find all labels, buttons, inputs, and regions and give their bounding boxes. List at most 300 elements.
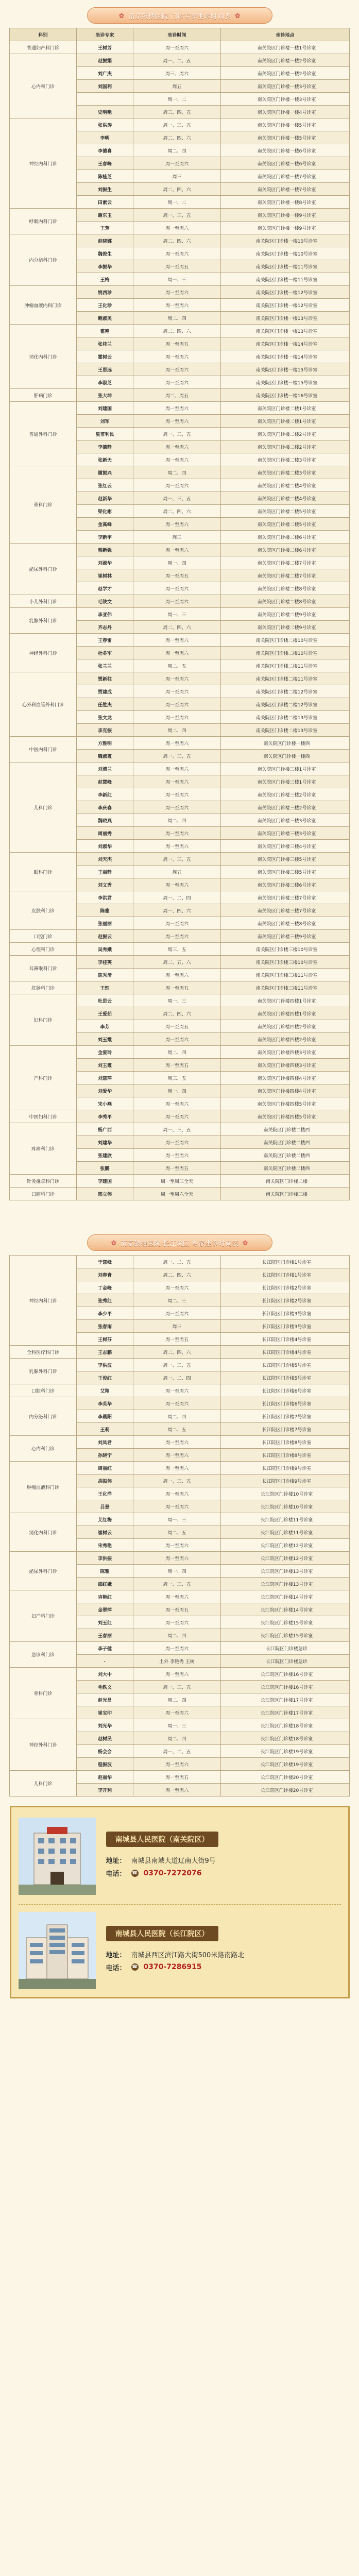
time-cell: 周一、三、五 <box>133 1123 221 1136</box>
time-cell: 周一至周六 <box>133 801 221 814</box>
doctor-cell: 李新红 <box>77 788 133 801</box>
time-cell: 周一至周六 <box>133 415 221 428</box>
location-cell: 长江院区门诊楼6号诊室 <box>221 1397 350 1410</box>
time-cell: 土外 李艳秀 王树 <box>133 1655 221 1668</box>
doctor-cell: 刘广杰 <box>77 67 133 80</box>
phone-label: 电话： <box>106 1870 126 1878</box>
dept-cell: 神经内科门诊 <box>10 1256 77 1346</box>
time-cell: 周一至周六 <box>133 1552 221 1565</box>
table-row <box>10 325 350 337</box>
doctor-cell: 王丽静 <box>77 866 133 878</box>
time-cell: 周五 <box>133 80 221 93</box>
location-cell: 南关院区门诊楼二楼11号诊室 <box>221 659 350 672</box>
doctor-cell: 刘春青 <box>77 1268 133 1281</box>
doctor-cell: 李桂英 <box>77 956 133 969</box>
location-cell: 南关院区门诊楼二楼西 <box>221 1123 350 1136</box>
table-row <box>10 1397 350 1410</box>
time-cell: 周一、三 <box>133 608 221 621</box>
dept-cell: 皮肤科门诊 <box>10 891 77 930</box>
doctor-cell: 刘玉霞 <box>77 1059 133 1072</box>
time-cell: 周一、三 <box>133 1513 221 1526</box>
doctor-cell: 李芳 <box>77 1020 133 1033</box>
time-cell: 周一、三、五 <box>133 1681 221 1693</box>
doctor-cell: 周丽秀 <box>77 827 133 840</box>
table-row <box>10 943 350 956</box>
location-cell: 长江院区门诊楼11号诊室 <box>221 1526 350 1539</box>
time-cell: 周一至周六 <box>133 672 221 685</box>
doctor-cell: 丁金峰 <box>77 1281 133 1294</box>
location-cell: 南关院区门诊楼三楼3号诊室 <box>221 814 350 827</box>
doctor-cell: 李英华 <box>77 1397 133 1410</box>
time-cell: 周一、四 <box>133 1084 221 1097</box>
hospital-info-footer <box>10 1806 350 1998</box>
location-cell: 长江院区门诊楼9号诊室 <box>221 1462 350 1475</box>
time-cell: 周一、二 <box>133 93 221 106</box>
doctor-cell: 李洪波 <box>77 1359 133 1371</box>
doctor-cell: 张红云 <box>77 479 133 492</box>
doctor-cell: 吕登 <box>77 1500 133 1513</box>
doctor-cell: 崔树云 <box>77 1526 133 1539</box>
time-cell: 周一至周五 <box>133 1059 221 1072</box>
dept-cell: 耳鼻喉科门诊 <box>10 956 77 981</box>
location-cell: 南关院区门诊楼三楼2号诊室 <box>221 801 350 814</box>
time-cell: 周一、二、五 <box>133 54 221 67</box>
location-cell: 南关院区门诊楼三楼5号诊室 <box>221 866 350 878</box>
dept-cell: 心理科门诊 <box>10 943 77 956</box>
doctor-cell: 刘玉红 <box>77 1616 133 1629</box>
time-cell: 周一、三 <box>133 273 221 286</box>
doctor-cell: 赵光昌 <box>77 1693 133 1706</box>
doctor-cell: 毛铁文 <box>77 595 133 608</box>
location-cell: 南关院区门诊楼一楼7号诊室 <box>221 183 350 196</box>
time-cell: 周一至周六 <box>133 402 221 415</box>
table-row <box>10 1123 350 1136</box>
doctor-cell: 张兰兰 <box>77 659 133 672</box>
location-cell: 南关院区门诊楼一楼11号诊室 <box>221 273 350 286</box>
time-cell: 周一至周六 <box>133 698 221 711</box>
flower-icon: ✿ <box>243 1239 248 1246</box>
time-cell: 周一至周六 <box>133 1784 221 1797</box>
location-cell: 南关院区门诊楼一楼7号诊室 <box>221 170 350 183</box>
location-cell: 南关院区门诊楼一楼15号诊室 <box>221 363 350 376</box>
doctor-cell: 贾新柱 <box>77 672 133 685</box>
location-cell: 南关院区门诊楼三楼4号诊室 <box>221 840 350 853</box>
time-cell: 周一至周六 <box>133 788 221 801</box>
location-cell: 南关院区门诊楼一楼10号诊室 <box>221 247 350 260</box>
doctor-cell: 赵新华 <box>77 492 133 505</box>
table-row <box>10 930 350 943</box>
time-cell: 周二、四、六 <box>133 505 221 518</box>
time-cell: 周二、四 <box>133 312 221 325</box>
doctor-cell: 陈桂芝 <box>77 170 133 183</box>
location-cell: 长江院区门诊楼急诊 <box>221 1655 350 1668</box>
time-cell: 周二、四、六 <box>133 1346 221 1359</box>
dept-cell: 产科门诊 <box>10 1046 77 1110</box>
time-cell: 周一至周六 <box>133 1110 221 1123</box>
doctor-cell: 王钰 <box>77 981 133 994</box>
location-cell: 南关院区门诊楼一楼3号诊室 <box>221 80 350 93</box>
doctor-cell: 赵慧峰 <box>77 775 133 788</box>
location-cell: 南关院区门诊楼二楼5号诊室 <box>221 518 350 531</box>
doctor-cell: 李晨阳 <box>77 1410 133 1423</box>
location-cell: 长江院区门诊楼4号诊室 <box>221 1333 350 1346</box>
table-row <box>10 1436 350 1449</box>
time-cell: 周一至周六 <box>133 634 221 647</box>
location-cell: 南关院区门诊楼一楼9号诊室 <box>221 222 350 234</box>
table-row <box>10 1590 350 1603</box>
location-cell: 长江院区门诊楼14号诊室 <box>221 1590 350 1603</box>
main-schedule-table <box>9 28 350 1200</box>
location-cell: 南关院区门诊楼三楼6号诊室 <box>221 878 350 891</box>
table-header-row <box>10 28 350 41</box>
table-row <box>10 608 350 621</box>
doctor-cell: 刘振生 <box>77 183 133 196</box>
time-cell: 周一至周六 <box>133 222 221 234</box>
time-cell: 周一至周三全天 <box>133 1175 221 1188</box>
doctor-cell: 刘光华 <box>77 1719 133 1732</box>
doctor-cell: 霍树云 <box>77 350 133 363</box>
time-cell: 周一至周六 <box>133 1616 221 1629</box>
banner-title: 南京鼓楼医院 门诊专家坐诊时间表 <box>128 12 231 21</box>
doctor-cell: 赵丽华 <box>77 1771 133 1784</box>
doctor-cell: 艾红梅 <box>77 1513 133 1526</box>
location-cell: 长江院区门诊楼4号诊室 <box>221 1346 350 1359</box>
time-cell: 周一至周六 <box>133 762 221 775</box>
location-cell: 南关院区门诊楼一楼11号诊室 <box>221 260 350 273</box>
branch-schedule-banner <box>87 1234 272 1251</box>
time-cell: 周二、四 <box>133 814 221 827</box>
location-cell: 南关院区门诊楼二楼西 <box>221 1149 350 1162</box>
location-cell: 南关院区门诊楼四楼2号诊室 <box>221 1033 350 1046</box>
flower-icon: ✿ <box>111 1239 116 1246</box>
location-cell: 南关院区门诊楼三楼7号诊室 <box>221 904 350 917</box>
doctor-cell: 张文龙 <box>77 711 133 724</box>
time-cell: 周一、二、五 <box>133 1256 221 1268</box>
location-cell: 南关院区门诊楼二楼5号诊室 <box>221 505 350 518</box>
doctor-cell: 刘大中 <box>77 1668 133 1681</box>
doctor-cell: 刘建华 <box>77 1136 133 1149</box>
doctor-cell: 胡振伟 <box>77 1475 133 1487</box>
doctor-cell: 张桂兰 <box>77 337 133 350</box>
location-cell: 长江院区门诊楼13号诊室 <box>221 1565 350 1578</box>
time-cell: 周一、三、五 <box>133 428 221 440</box>
time-cell: 周二、四、六 <box>133 325 221 337</box>
time-cell: 周一至周六 <box>133 840 221 853</box>
time-cell: 周一至周六 <box>133 157 221 170</box>
doctor-cell: 任胜杰 <box>77 698 133 711</box>
doctor-cell: 杨会会 <box>77 1745 133 1758</box>
dept-cell: 内分泌科门诊 <box>10 1397 77 1436</box>
time-cell: 周一至周六 <box>133 582 221 595</box>
doctor-cell: 金爱玲 <box>77 1046 133 1059</box>
location-cell: 长江院区门诊楼6号诊室 <box>221 1384 350 1397</box>
table-row <box>10 672 350 685</box>
time-cell: 周一至周六 <box>133 595 221 608</box>
main-schedule-banner <box>87 7 272 24</box>
location-cell: 长江院区门诊楼15号诊室 <box>221 1629 350 1642</box>
doctor-cell: 皇甫利民 <box>77 428 133 440</box>
location-cell: 长江院区门诊楼1号诊室 <box>221 1256 350 1268</box>
location-cell: 南关院区门诊楼一楼5号诊室 <box>221 118 350 131</box>
location-cell: 长江院区门诊楼7号诊室 <box>221 1423 350 1436</box>
time-cell: 周二、三 <box>133 1294 221 1307</box>
phone-label: 电话： <box>106 1964 126 1972</box>
doctor-cell: 赵振云 <box>77 930 133 943</box>
phone-icon: ☎ <box>131 1964 138 1970</box>
location-cell: 南关院区门诊楼二楼9号诊室 <box>221 608 350 621</box>
doctor-cell: 李开利 <box>77 1784 133 1797</box>
table-row <box>10 209 350 222</box>
time-cell: 周一至周六 <box>133 1281 221 1294</box>
doctor-cell: 张秀红 <box>77 1294 133 1307</box>
location-cell: 南关院区门诊楼二楼6号诊室 <box>221 531 350 544</box>
location-cell: 南关院区门诊楼一楼6号诊室 <box>221 157 350 170</box>
time-cell: 周二、四、六 <box>133 621 221 634</box>
doctor-cell: 魏晓燕 <box>77 814 133 827</box>
banner-title: 南京鼓楼医院 长江院区 专家坐诊时间表 <box>120 1240 239 1248</box>
doctor-cell: 张丽丽 <box>77 917 133 930</box>
branch-schedule-table <box>9 1255 350 1797</box>
doctor-cell: 邢立伟 <box>77 1188 133 1200</box>
time-cell: 周三 <box>133 170 221 183</box>
time-cell: 周一至周六 <box>133 1136 221 1149</box>
time-cell: 周一、二、四 <box>133 891 221 904</box>
doctor-cell: 陈雅 <box>77 1565 133 1578</box>
location-cell: 长江院区门诊楼16号诊室 <box>221 1668 350 1681</box>
section-spacer <box>0 1200 359 1231</box>
doctor-cell: 王梅 <box>77 273 133 286</box>
table-row <box>10 853 350 866</box>
time-cell: 周一、二 <box>133 196 221 209</box>
dept-cell: 口腔门诊 <box>10 930 77 943</box>
phone-line <box>106 1962 341 1972</box>
dept-cell: 肿瘤血液科门诊 <box>10 1462 77 1513</box>
location-cell: 长江院区门诊楼1号诊室 <box>221 1268 350 1281</box>
doctor-cell: . <box>77 1655 133 1668</box>
doctor-cell: 张新天 <box>77 453 133 466</box>
location-cell: 南关院区门诊楼二楼4号诊室 <box>221 492 350 505</box>
doctor-cell: 魏俊生 <box>77 247 133 260</box>
time-cell: 周一、二、四 <box>133 1371 221 1384</box>
main-schedule-body <box>10 41 350 1200</box>
hospital-building-icon <box>19 1912 96 1989</box>
phone-icon: ☎ <box>131 1870 138 1876</box>
doctor-cell: 程振波 <box>77 1758 133 1771</box>
doctor-cell: 宋小燕 <box>77 1097 133 1110</box>
location-cell: 南关院区门诊楼二楼1号诊室 <box>221 402 350 415</box>
dept-cell: 眼科门诊 <box>10 853 77 891</box>
table-row <box>10 402 350 415</box>
doctor-cell: 赵振娟 <box>77 54 133 67</box>
time-cell: 周一至周六 <box>133 1449 221 1462</box>
location-cell: 南关院区门诊楼一楼15号诊室 <box>221 376 350 389</box>
doctor-cell: 贾建成 <box>77 685 133 698</box>
address-label: 地址： <box>106 1951 126 1959</box>
doctor-cell: 王春雷 <box>77 634 133 647</box>
dept-cell: 泌尿外科门诊 <box>10 544 77 595</box>
dept-cell: 普通妇产科门诊 <box>10 41 77 54</box>
location-cell: 长江院区门诊楼18号诊室 <box>221 1732 350 1745</box>
location-cell: 南关院区门诊楼一楼9号诊室 <box>221 209 350 222</box>
time-cell: 周一、三、五 <box>133 750 221 762</box>
doctor-cell: 崔宝印 <box>77 1706 133 1719</box>
doctor-cell: 金高峰 <box>77 518 133 531</box>
location-cell: 长江院区门诊楼11号诊室 <box>221 1513 350 1526</box>
doctor-cell: 崔树林 <box>77 569 133 582</box>
time-cell: 周二、五、六 <box>133 956 221 969</box>
dept-cell: 心内科门诊 <box>10 1436 77 1462</box>
table-row <box>10 1046 350 1059</box>
location-cell: 南关院区门诊楼一楼3号诊室 <box>221 93 350 106</box>
time-cell: 周二、四 <box>133 144 221 157</box>
time-cell: 周二、五 <box>133 1423 221 1436</box>
time-cell: 周二、四 <box>133 466 221 479</box>
location-cell: 南关院区门诊楼一楼13号诊室 <box>221 325 350 337</box>
time-cell: 周一至周六 <box>133 41 221 54</box>
location-cell: 南关院区门诊楼一楼2号诊室 <box>221 54 350 67</box>
location-cell: 南关院区门诊楼四楼4号诊室 <box>221 1072 350 1084</box>
time-cell: 周二、五 <box>133 659 221 672</box>
location-cell: 长江院区门诊楼12号诊室 <box>221 1552 350 1565</box>
time-cell: 周一至周六 <box>133 1462 221 1475</box>
time-cell: 周二、四 <box>133 1410 221 1423</box>
location-cell: 南关院区门诊楼二楼2号诊室 <box>221 428 350 440</box>
doctor-cell: 刘军 <box>77 415 133 428</box>
location-cell: 南关院区门诊楼三楼1号诊室 <box>221 775 350 788</box>
doctor-cell: 方雅明 <box>77 737 133 750</box>
address-label: 地址： <box>106 1857 126 1865</box>
time-cell: 周二、四 <box>133 1629 221 1642</box>
dept-cell: 急诊科门诊 <box>10 1642 77 1668</box>
location-cell: 长江院区门诊楼5号诊室 <box>221 1359 350 1371</box>
doctor-cell: 杨广西 <box>77 1123 133 1136</box>
hospital-card-south <box>19 1812 341 1900</box>
phone-number[interactable]: 0370-7286915 <box>143 1963 202 1971</box>
doctor-cell: 鲍淑美 <box>77 312 133 325</box>
time-cell: 周一至周六 <box>133 1668 221 1681</box>
location-cell: 长江院区门诊楼8号诊室 <box>221 1436 350 1449</box>
location-cell: 南关院区门诊楼二楼2号诊室 <box>221 440 350 453</box>
doctor-cell: 刘爱华 <box>77 1084 133 1097</box>
dept-cell: 乳腺外科门诊 <box>10 1359 77 1384</box>
location-cell: 南关院区门诊楼二楼10号诊室 <box>221 634 350 647</box>
location-cell: 长江院区门诊楼3号诊室 <box>221 1307 350 1320</box>
doctor-cell: 王树芬 <box>77 1333 133 1346</box>
time-cell: 周一至周六 <box>133 969 221 981</box>
phone-number[interactable]: 0370-7272076 <box>143 1869 202 1877</box>
location-cell: 长江院区门诊楼17号诊室 <box>221 1706 350 1719</box>
time-cell: 周一、三、五 <box>133 118 221 131</box>
doctor-cell: 吉艳红 <box>77 1590 133 1603</box>
location-cell: 南关院区门诊楼三楼11号诊室 <box>221 981 350 994</box>
location-cell: 南关院区门诊楼二楼9号诊室 <box>221 621 350 634</box>
location-cell: 长江院区门诊楼20号诊室 <box>221 1784 350 1797</box>
doctor-cell: 李少平 <box>77 1307 133 1320</box>
table-row <box>10 1771 350 1784</box>
doctor-cell: 李新宇 <box>77 531 133 544</box>
table-row <box>10 286 350 299</box>
time-cell: 周一至周五 <box>133 260 221 273</box>
address-value: 南城县西区滨江路大街500米路南路北 <box>131 1951 245 1959</box>
location-cell: 长江院区门诊楼19号诊室 <box>221 1745 350 1758</box>
time-cell: 周一、三、五 <box>133 1359 221 1371</box>
time-cell: 周三 <box>133 1320 221 1333</box>
doctor-cell: 张洪涛 <box>77 118 133 131</box>
doctor-cell: 王思远 <box>77 363 133 376</box>
time-cell: 周一、三、五 <box>133 209 221 222</box>
time-cell: 周一至周六 <box>133 1149 221 1162</box>
doctor-cell: 宋秀艳 <box>77 1539 133 1552</box>
location-cell: 南关院区门诊楼一楼10号诊室 <box>221 234 350 247</box>
time-cell: 周一、四 <box>133 1565 221 1578</box>
time-cell: 周一至周六 <box>133 878 221 891</box>
time-cell: 周一至周六 <box>133 647 221 659</box>
dept-cell: 中医内科门诊 <box>10 737 77 762</box>
time-cell: 周三、五 <box>133 1072 221 1084</box>
dept-cell: 口腔科门诊 <box>10 1384 77 1397</box>
location-cell: 南关院区门诊楼二楼12号诊室 <box>221 685 350 698</box>
time-cell: 周一至周六 <box>133 479 221 492</box>
dept-cell: 呼吸内科门诊 <box>10 209 77 234</box>
doctor-cell: 刘建国 <box>77 402 133 415</box>
location-cell: 南关院区门诊楼四楼3号诊室 <box>221 1059 350 1072</box>
doctor-cell: 刘凤君 <box>77 1436 133 1449</box>
table-row <box>10 1188 350 1200</box>
time-cell: 周二、四 <box>133 724 221 737</box>
time-cell: 周一至周六 <box>133 1500 221 1513</box>
location-cell: 南关院区门诊楼四楼1号诊室 <box>221 1007 350 1020</box>
dept-cell: 肿瘤血液内科门诊 <box>10 286 77 325</box>
doctor-cell: 毛铁文 <box>77 1681 133 1693</box>
location-cell: 南关院区门诊楼二楼西 <box>221 1136 350 1149</box>
time-cell: 周三 <box>133 531 221 544</box>
time-cell: 周一至周五 <box>133 1333 221 1346</box>
doctor-cell: 陈秀清 <box>77 969 133 981</box>
dept-cell: 全科医疗科门诊 <box>10 1346 77 1359</box>
doctor-cell: 王化珍 <box>77 299 133 312</box>
time-cell: 周一、四、六 <box>133 904 221 917</box>
time-cell: 周一至周六 <box>133 737 221 750</box>
doctor-cell: 李秀平 <box>77 1110 133 1123</box>
location-cell: 长江院区门诊楼18号诊室 <box>221 1719 350 1732</box>
doctor-cell: 孙晓宁 <box>77 1449 133 1462</box>
doctor-cell: 刘国利 <box>77 80 133 93</box>
doctor-cell: 刘文秀 <box>77 878 133 891</box>
time-cell: 周一至周六 <box>133 1097 221 1110</box>
time-cell: 周一至周六 <box>133 1436 221 1449</box>
table-row <box>10 956 350 969</box>
doctor-cell: 张大坤 <box>77 389 133 402</box>
time-cell: 周一至周六 <box>133 1706 221 1719</box>
location-cell: 南关院区门诊楼一楼14号诊室 <box>221 350 350 363</box>
table-row <box>10 981 350 994</box>
address-line <box>106 1950 341 1959</box>
doctor-cell: 李洪振 <box>77 1552 133 1565</box>
doctor-cell: 杜冬军 <box>77 647 133 659</box>
doctor-cell: 李子健 <box>77 1642 133 1655</box>
doctor-cell: 刘清兰 <box>77 762 133 775</box>
location-cell: 南关院区门诊楼一楼8号诊室 <box>221 196 350 209</box>
doctor-cell: 刘淑华 <box>77 840 133 853</box>
location-cell: 长江院区门诊楼5号诊室 <box>221 1371 350 1384</box>
dept-cell: 心外科血管外科门诊 <box>10 672 77 737</box>
time-cell: 周一至周六 <box>133 1539 221 1552</box>
time-cell: 周二、周五 <box>133 389 221 402</box>
time-cell: 周一至周六 <box>133 286 221 299</box>
location-cell: 南关院区门诊楼四楼4号诊室 <box>221 1084 350 1097</box>
location-cell: 长江院区门诊楼9号诊室 <box>221 1475 350 1487</box>
time-cell: 周一至周六 <box>133 518 221 531</box>
